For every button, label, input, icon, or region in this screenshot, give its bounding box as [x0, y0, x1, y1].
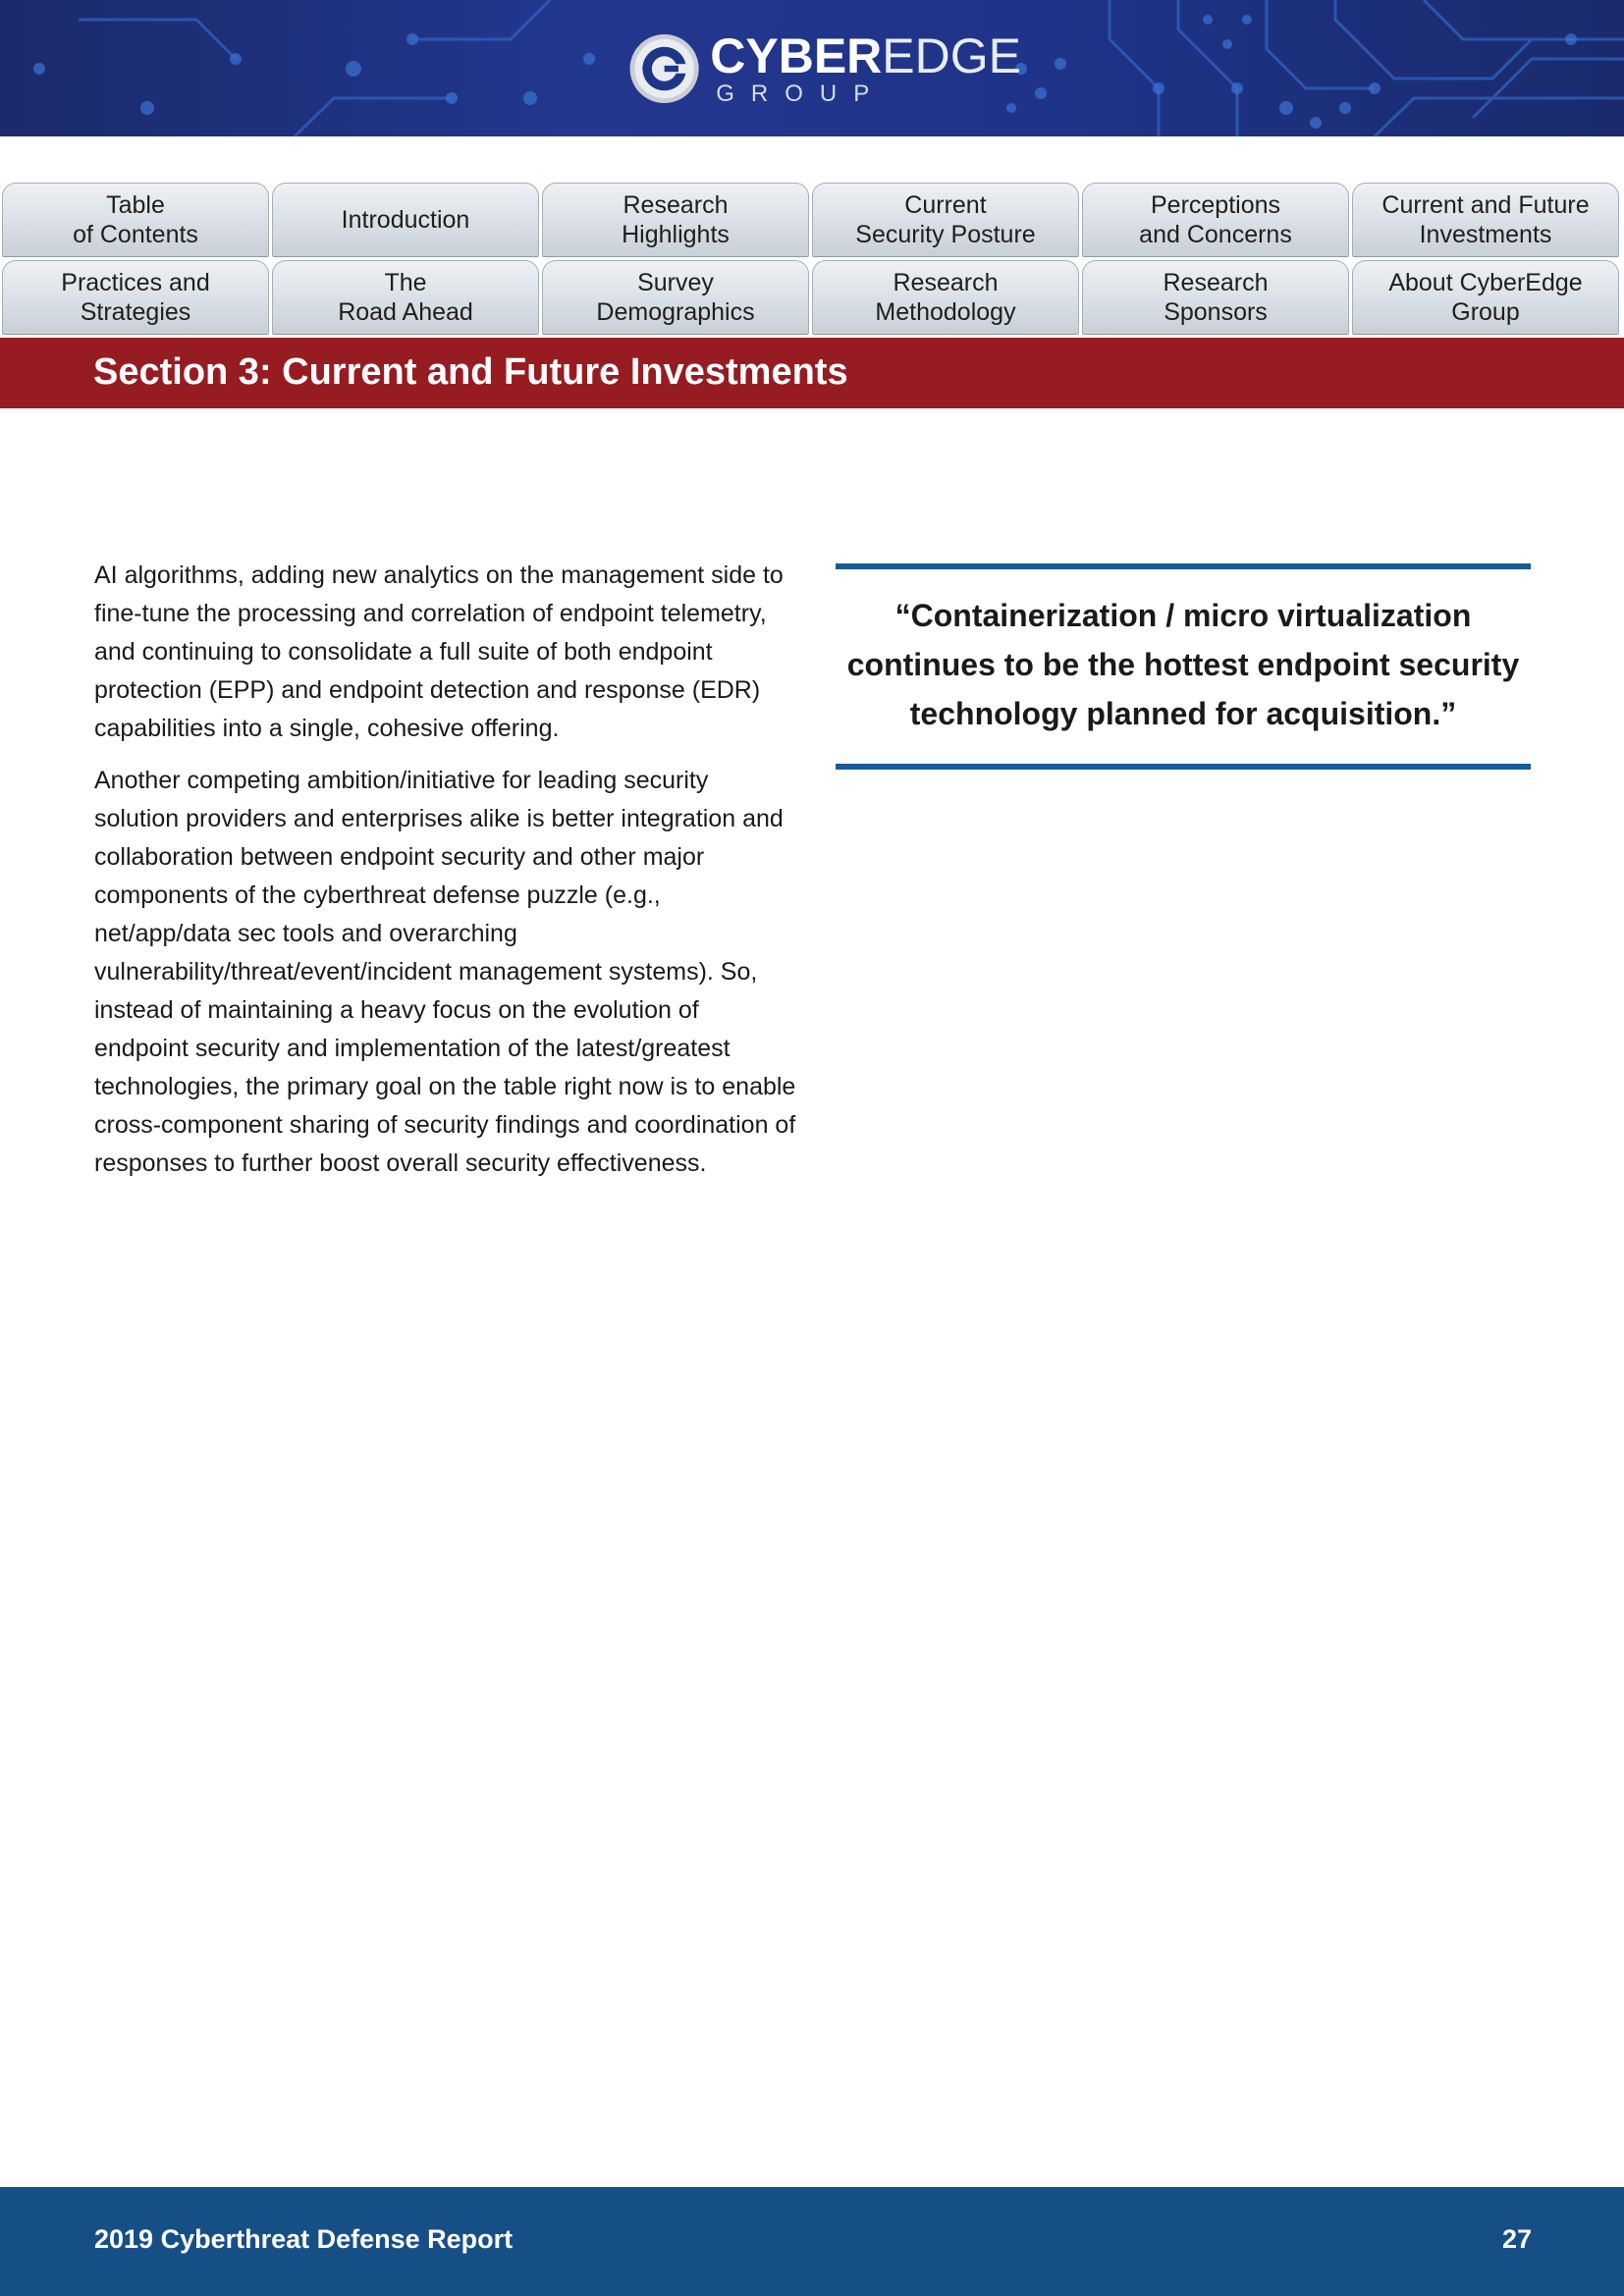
quote-bottom-rule: [836, 764, 1531, 770]
body-paragraph: Another competing ambition/initiative for leading security solution providers and enterprises alike is better integration and collaboration between endpoint security and other major components of the cyberthreat defense puzzle (e.g., net/app/data sec tools and overarching vulnerability/threat/event/incident management systems). So, instead of maintaining a heavy focus on the evolution of endpoint security and implementation of the latest/greatest technologies, the primary goal on the table right now is to enable cross-component sharing of security findings and coordination of responses to further boost overall security effectiveness.: [94, 767, 796, 1177]
body-text-column: [94, 557, 797, 1197]
logo-secondary-text: EDGE: [882, 28, 1021, 83]
tab-table-of-contents[interactable]: Table of Contents: [2, 183, 269, 257]
tab-introduction[interactable]: Introduction: [272, 183, 539, 257]
tab-research-highlights[interactable]: Research Highlights: [542, 183, 809, 257]
tab-survey-demographics[interactable]: Survey Demographics: [542, 260, 809, 335]
tab-current-security-posture[interactable]: Current Security Posture: [812, 183, 1079, 257]
page-footer: [0, 2187, 1624, 2296]
cyberedge-logo: [628, 22, 1021, 116]
tab-the-road-ahead[interactable]: The Road Ahead: [272, 260, 539, 335]
pull-quote-text: “Containerization / micro virtualization continues to be the hottest endpoint security technology planned for acquisition.”: [846, 598, 1520, 731]
logo-tagline: GROUP: [716, 80, 887, 107]
tab-research-methodology[interactable]: Research Methodology: [812, 260, 1079, 335]
tab-research-sponsors[interactable]: Research Sponsors: [1082, 260, 1349, 335]
header-banner: [0, 0, 1624, 136]
section-header-bar: [0, 338, 1624, 408]
logo-primary-text: CYBER: [710, 28, 883, 83]
body-paragraph: AI algorithms, adding new analytics on the management side to fine-tune the processing and correlation of endpoint telemetry, and continuing to consolidate a full suite of both endpoint protection (EPP) and endpoint detection and response (EDR) capabilities into a single, cohesive offering.: [94, 561, 784, 742]
tab-current-and-future-investments[interactable]: Current and Future Investments: [1352, 183, 1619, 257]
tab-about-cyberedge-group[interactable]: About CyberEdge Group: [1352, 260, 1619, 335]
footer-report-title: 2019 Cyberthreat Defense Report: [94, 2224, 514, 2254]
quote-top-rule: [836, 563, 1531, 569]
page-number: 27: [1501, 2224, 1532, 2254]
pull-quote: [836, 563, 1531, 770]
section-nav: [0, 183, 1624, 338]
tab-perceptions-and-concerns[interactable]: Perceptions and Concerns: [1082, 183, 1349, 257]
tab-practices-and-strategies[interactable]: Practices and Strategies: [2, 260, 269, 335]
section-title: Section 3: Current and Future Investments: [93, 351, 848, 393]
logo-mark-icon: [628, 24, 700, 114]
